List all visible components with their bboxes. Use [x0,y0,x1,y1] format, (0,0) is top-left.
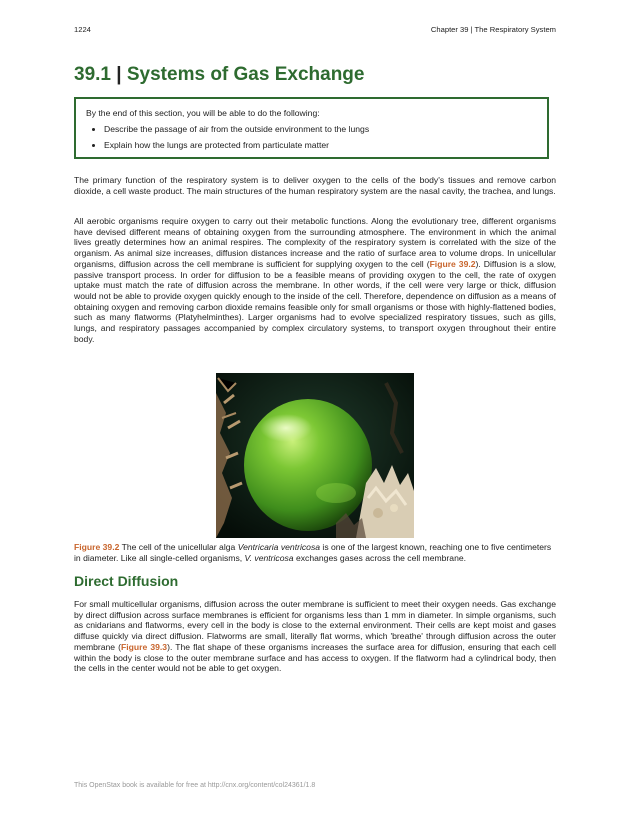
caption-text: The cell of the unicellular alga [119,542,238,552]
species-name-short: V. ventricosa [244,553,294,563]
paragraph-text: ). The flat shape of these organisms increases the surface area for diffusion, ensuring that each cell within the body is close to the outer membrane surface and has access to oxygen. If the flatworm had a cylindrical body, then the cells in the center would not be able to get oxygen. [74,641,557,674]
paragraph-aerobic [74,216,556,344]
footer-note: This OpenStax book is available for free at http://cnx.org/content/col24361/1.8 [74,782,316,789]
section-title-text: Systems of Gas Exchange [126,64,365,85]
section-number: 39.1 [74,64,111,85]
section-title [74,64,364,86]
paragraph-direct-diffusion [74,599,556,674]
objectives-list [86,123,537,151]
figure-caption [74,542,556,564]
objective-item: • Explain how the lungs are protected from particulate matter [104,139,537,151]
alga-illustration [216,373,414,538]
figure-label: Figure 39.2 [74,542,120,552]
caption-text: exchanges gases across the cell membrane. [293,553,467,563]
figure-39-2-link[interactable]: Figure 39.2 [429,258,476,269]
paragraph-text: ). Diffusion is a slow, passive transport process. In order for diffusion to be a feasible means of providing oxygen to the cell, the rate of oxygen uptake must match the rate of diffusion across the membrane. In other words, if the cell were very large or thick, diffusion would not be able to provide oxygen quickly enough to the inside of the cell. Therefore, dependence on diffusion as a means of obtaining oxygen and removing carbon dioxide remains feasible only for small organisms or those with highly-flattened bodies, such as many flatworms (Platyhelminthes). Larger organisms had to evolve specialized respiratory tissues, such as gills, lungs, and respiratory passages accompanied by complex circulatory systems, to transport oxygen throughout their entire body. [74,258,557,344]
page-number: 1224 [74,25,91,34]
species-name: Ventricaria ventricosa [237,542,321,552]
section-separator: | [116,64,122,85]
subsection-heading: Direct Diffusion [74,573,179,589]
paragraph-text: For small multicellular organisms, diffusion across the outer membrane is sufficient to meet their oxygen needs. Gas exchange by direct diffusion across surface membranes is efficient for organisms less than 1 mm in diameter. In simple organisms, such as cnidarians and flatworms, every cell in the body is close to the external environment. Their cells are kept moist and gases diffuse quickly via direct diffusion. Flatworms are small, literally flat worms, which 'breathe' through diffusion across the outer membrane ( [74,599,556,652]
figure-39-3-link[interactable]: Figure 39.3 [121,641,168,652]
learning-objectives-box [74,97,549,159]
objectives-intro: By the end of this section, you will be able to do the following: [86,108,320,118]
paragraph-text: All aerobic organisms require oxygen to carry out their metabolic functions. Along the evolutionary tree, different organisms have devised different means of obtaining oxygen from the surrounding atmosphere. The environment in which the animal lives greatly determines how an animal respires. The complexity of the respiratory system is correlated with the size of the organism. As animal size increases, diffusion distances increase and the ratio of surface area to volume drops. In unicellular organisms, diffusion across the cell membrane is sufficient for supplying oxygen to the cell ( [74,216,556,269]
paragraph-intro: The primary function of the respiratory system is to deliver oxygen to the cells of the body's tissues and remove carbon dioxide, a cell waste product. The main structures of the human respiratory system are the nasal cavity, the trachea, and lungs. [74,175,556,196]
figure-alga-image [216,373,414,538]
caption-text: is one of the largest known, reaching one to five centimeters in diameter. Like all single-celled organisms, [74,542,552,563]
objective-item: • Describe the passage of air from the outside environment to the lungs [104,123,537,135]
running-head: Chapter 39 | The Respiratory System [430,25,556,34]
